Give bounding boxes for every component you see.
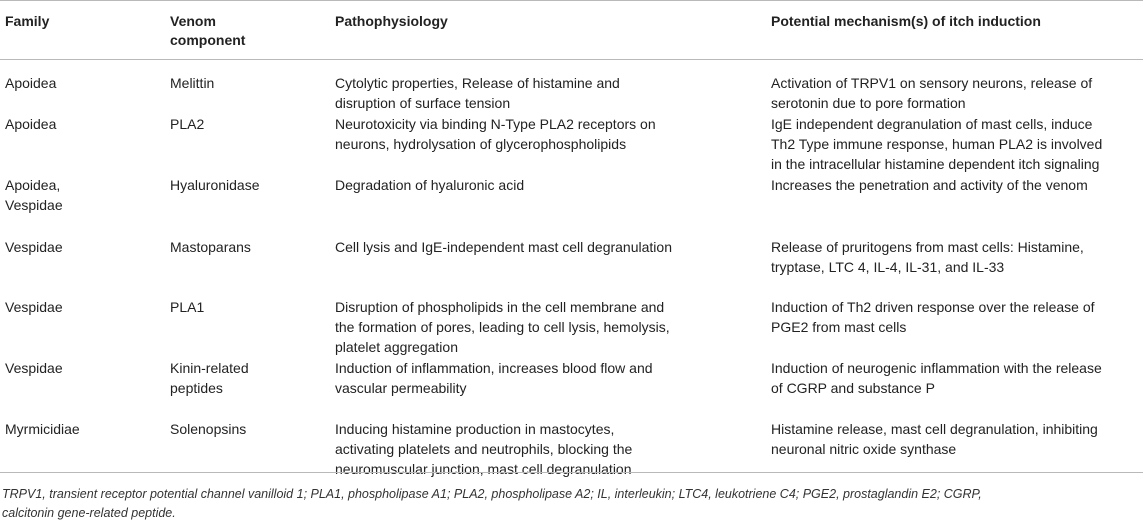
cell-line: Vespidae [5,197,63,213]
cell-line: Activation of TRPV1 on sensory neurons, release of [771,75,1093,91]
cell-line: Solenopsins [170,421,247,437]
cell-line: Apoidea [5,116,57,132]
cell-mechanism [771,358,1141,398]
cell-line: serotonin due to pore formation [771,95,966,111]
cell-line: the formation of pores, leading to cell lysis, hemolysis, [335,319,670,335]
cell-line: Vespidae [5,299,63,315]
cell-pathophysiology [335,114,755,154]
table-bottom-rule [0,472,1143,473]
header-pathophysiology: Pathophysiology [335,13,448,29]
cell-pathophysiology [335,237,755,257]
cell-line: Cell lysis and IgE-independent mast cell degranulation [335,239,672,255]
cell-line: Inducing histamine production in mastocytes, [335,421,615,437]
cell-line: IgE independent degranulation of mast cells, induce [771,116,1093,132]
footnote-line1: TRPV1, transient receptor potential channel vanilloid 1; PLA1, phospholipase A1; PLA2, phospholipase A2; IL, interleukin; LTC4, leukotriene C4; PGE2, prostaglandin E2; CGRP, [2,487,982,501]
cell-line: Disruption of phospholipids in the cell membrane and [335,299,665,315]
cell-line: Degradation of hyaluronic acid [335,177,525,193]
cell-line: disruption of surface tension [335,95,511,111]
cell-line: in the intracellular histamine dependent itch signaling [771,156,1100,172]
table-footnote [2,485,1140,523]
header-mechanism: Potential mechanism(s) of itch induction [771,13,1041,29]
cell-line: vascular permeability [335,380,467,396]
table-header [0,0,1143,60]
cell-venom-component [170,237,320,257]
cell-venom-component [170,297,320,317]
cell-pathophysiology [335,297,755,357]
cell-mechanism [771,175,1141,195]
cell-venom-component [170,175,320,195]
cell-line: peptides [170,380,223,396]
cell-venom-component [170,73,320,93]
cell-line: activating platelets and neutrophils, blocking the [335,441,633,457]
cell-line: of CGRP and substance P [771,380,935,396]
cell-family [5,419,155,439]
cell-line: neuronal nitric oxide synthase [771,441,957,457]
cell-line: Th2 Type immune response, human PLA2 is involved [771,136,1103,152]
cell-line: Vespidae [5,239,63,255]
cell-family [5,175,155,215]
cell-line: Release of pruritogens from mast cells: Histamine, [771,239,1084,255]
cell-line: PLA2 [170,116,205,132]
cell-line: tryptase, LTC 4, IL-4, IL-31, and IL-33 [771,259,1005,275]
cell-pathophysiology [335,419,755,479]
cell-line: Increases the penetration and activity of the venom [771,177,1088,193]
cell-mechanism [771,114,1141,174]
cell-line: Melittin [170,75,215,91]
footnote-line2: calcitonin gene-related peptide. [2,506,176,520]
cell-line: Histamine release, mast cell degranulation, inhibiting [771,421,1098,437]
cell-mechanism [771,297,1141,337]
cell-family [5,358,155,378]
cell-line: Apoidea, [5,177,61,193]
cell-venom-component [170,114,320,134]
cell-line: Cytolytic properties, Release of histamine and [335,75,620,91]
cell-family [5,73,155,93]
cell-family [5,237,155,257]
cell-line: Induction of inflammation, increases blood flow and [335,360,653,376]
cell-pathophysiology [335,358,755,398]
cell-venom-component [170,358,320,398]
cell-line: PLA1 [170,299,205,315]
cell-mechanism [771,419,1141,459]
cell-line: Hyaluronidase [170,177,260,193]
cell-line: PGE2 from mast cells [771,319,907,335]
cell-line: Mastoparans [170,239,251,255]
cell-venom-component [170,419,320,439]
header-venom-component [170,12,320,50]
cell-line: Kinin-related [170,360,249,376]
header-family: Family [5,13,50,29]
cell-line: Neurotoxicity via binding N-Type PLA2 receptors on [335,116,656,132]
cell-mechanism [771,237,1141,277]
cell-line: neurons, hydrolysation of glycerophospholipids [335,136,627,152]
cell-line: platelet aggregation [335,339,458,355]
cell-line: Apoidea [5,75,57,91]
cell-mechanism [771,73,1141,113]
cell-family [5,114,155,134]
header-venom-component-line1: Venom [170,13,216,29]
cell-line: Myrmicidiae [5,421,80,437]
cell-pathophysiology [335,175,755,195]
cell-family [5,297,155,317]
header-venom-component-line2: component [170,32,246,48]
cell-pathophysiology [335,73,755,113]
cell-line: Induction of neurogenic inflammation with the release [771,360,1102,376]
cell-line: neuromuscular junction, mast cell degranulation [335,461,632,477]
cell-line: Induction of Th2 driven response over the release of [771,299,1095,315]
cell-line: Vespidae [5,360,63,376]
